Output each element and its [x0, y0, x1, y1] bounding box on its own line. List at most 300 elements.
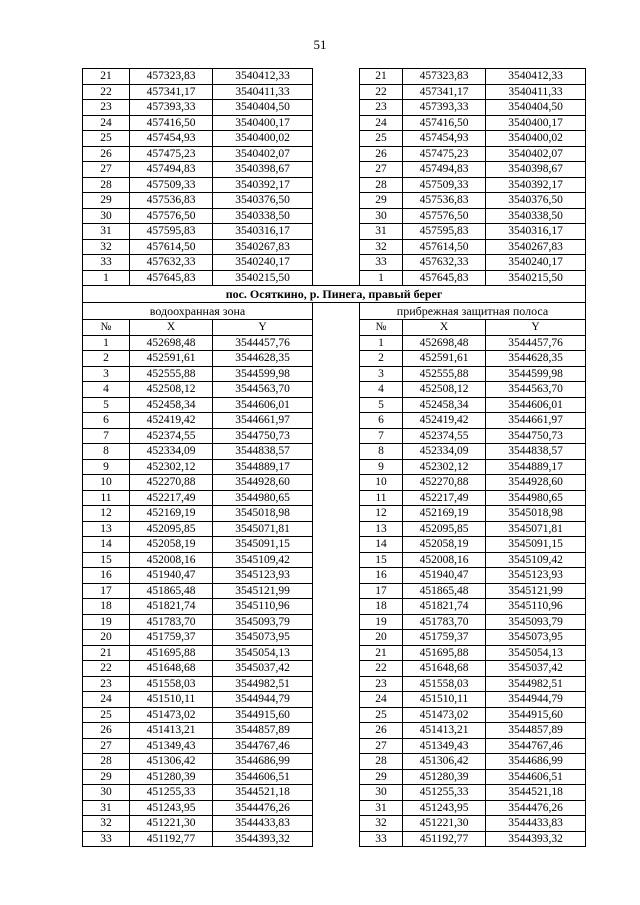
coord-x: 451413,21 [130, 723, 213, 739]
coord-y: 3545018,98 [486, 506, 586, 522]
table-row [83, 84, 586, 100]
coord-x: 452058,19 [130, 537, 213, 553]
coord-x: 457509,33 [130, 177, 213, 193]
coord-x: 451243,95 [130, 800, 213, 816]
coord-x: 451865,48 [130, 583, 213, 599]
page-number: 51 [313, 37, 327, 52]
table-row [83, 831, 586, 847]
point-number: 17 [83, 583, 130, 599]
table-row [83, 661, 586, 677]
coord-x: 452095,85 [130, 521, 213, 537]
coord-y: 3540400,17 [213, 115, 313, 131]
coord-x: 451221,30 [130, 816, 213, 832]
point-number: 28 [360, 177, 403, 193]
coord-y: 3540412,33 [213, 69, 313, 85]
column-header-y: Y [486, 320, 586, 336]
coord-x: 451306,42 [130, 754, 213, 770]
coord-x: 451865,48 [403, 583, 486, 599]
table-row [83, 738, 586, 754]
point-number: 30 [83, 785, 130, 801]
table-row [83, 552, 586, 568]
point-number: 21 [83, 69, 130, 85]
column-header-number: № [83, 320, 130, 336]
column-gap [313, 599, 360, 615]
table-row [83, 69, 586, 85]
point-number: 31 [360, 224, 403, 240]
point-number: 13 [83, 521, 130, 537]
coord-x: 457614,50 [403, 239, 486, 255]
coord-y: 3544476,26 [213, 800, 313, 816]
coord-y: 3544838,57 [213, 444, 313, 460]
column-gap [313, 676, 360, 692]
column-gap [313, 428, 360, 444]
coord-x: 457632,33 [130, 255, 213, 271]
point-number: 24 [360, 692, 403, 708]
coord-y: 3540402,07 [213, 146, 313, 162]
table-row [83, 475, 586, 491]
coord-y: 3544750,73 [213, 428, 313, 444]
coord-y: 3544476,26 [486, 800, 586, 816]
point-number: 9 [360, 459, 403, 475]
coord-x: 452334,09 [403, 444, 486, 460]
coord-y: 3544889,17 [486, 459, 586, 475]
column-gap [313, 475, 360, 491]
point-number: 23 [360, 676, 403, 692]
point-number: 13 [360, 521, 403, 537]
table-row [83, 146, 586, 162]
table-row [83, 270, 586, 286]
point-number: 25 [360, 707, 403, 723]
point-number: 8 [83, 444, 130, 460]
column-gap [313, 552, 360, 568]
column-gap [313, 521, 360, 537]
table-row [83, 506, 586, 522]
section-title: пос. Осяткино, р. Пинега, правый берег [83, 286, 586, 303]
coord-y: 3540316,17 [213, 224, 313, 240]
coord-x: 457595,83 [403, 224, 486, 240]
coord-x: 452698,48 [130, 335, 213, 351]
column-gap [313, 707, 360, 723]
column-gap [313, 769, 360, 785]
point-number: 28 [83, 754, 130, 770]
coord-y: 3544750,73 [486, 428, 586, 444]
coord-x: 457341,17 [403, 84, 486, 100]
table-row [83, 366, 586, 382]
coord-x: 457454,93 [403, 131, 486, 147]
coord-x: 452698,48 [403, 335, 486, 351]
coord-x: 457393,33 [403, 100, 486, 116]
coord-y: 3544606,01 [213, 397, 313, 413]
coord-y: 3540338,50 [213, 208, 313, 224]
table-row [83, 208, 586, 224]
point-number: 25 [83, 707, 130, 723]
column-gap [313, 568, 360, 584]
coord-y: 3545091,15 [213, 537, 313, 553]
coord-y: 3544606,51 [213, 769, 313, 785]
coord-x: 451243,95 [403, 800, 486, 816]
point-number: 11 [360, 490, 403, 506]
point-number: 2 [83, 351, 130, 367]
coord-y: 3544928,60 [486, 475, 586, 491]
table-row [83, 754, 586, 770]
coord-y: 3544982,51 [486, 676, 586, 692]
coord-y: 3544889,17 [213, 459, 313, 475]
coord-x: 452302,12 [130, 459, 213, 475]
table-row [83, 115, 586, 131]
coord-y: 3540215,50 [213, 270, 313, 286]
point-number: 29 [83, 193, 130, 209]
coord-y: 3544563,70 [486, 382, 586, 398]
coord-y: 3544944,79 [213, 692, 313, 708]
coord-x: 451255,33 [130, 785, 213, 801]
column-gap [313, 366, 360, 382]
coord-x: 452008,16 [403, 552, 486, 568]
point-number: 32 [83, 816, 130, 832]
column-gap [313, 69, 360, 85]
coord-x: 451221,30 [403, 816, 486, 832]
coord-y: 3545123,93 [213, 568, 313, 584]
coord-y: 3544980,65 [486, 490, 586, 506]
coord-x: 451821,74 [403, 599, 486, 615]
coord-y: 3544433,83 [213, 816, 313, 832]
top-rows [83, 69, 586, 286]
column-header-number: № [360, 320, 403, 336]
point-number: 15 [83, 552, 130, 568]
coord-y: 3544686,99 [486, 754, 586, 770]
coord-y: 3544599,98 [486, 366, 586, 382]
coord-x: 451349,43 [403, 738, 486, 754]
point-number: 18 [360, 599, 403, 615]
table-row [83, 800, 586, 816]
coord-y: 3540398,67 [486, 162, 586, 178]
table-row [83, 785, 586, 801]
coord-y: 3540267,83 [486, 239, 586, 255]
point-number: 5 [360, 397, 403, 413]
table-row [83, 397, 586, 413]
coord-y: 3540402,07 [486, 146, 586, 162]
table-row [83, 131, 586, 147]
point-number: 20 [360, 630, 403, 646]
coord-y: 3540316,17 [486, 224, 586, 240]
table-row [83, 428, 586, 444]
coord-x: 457576,50 [403, 208, 486, 224]
point-number: 22 [360, 661, 403, 677]
column-gap [313, 177, 360, 193]
point-number: 32 [83, 239, 130, 255]
column-gap [313, 785, 360, 801]
point-number: 27 [83, 738, 130, 754]
coord-x: 457536,83 [403, 193, 486, 209]
coord-y: 3540404,50 [486, 100, 586, 116]
column-gap [313, 506, 360, 522]
coord-x: 452419,42 [403, 413, 486, 429]
coord-x: 452217,49 [130, 490, 213, 506]
point-number: 28 [83, 177, 130, 193]
point-number: 29 [360, 193, 403, 209]
coord-y: 3545071,81 [486, 521, 586, 537]
column-header-x: X [403, 320, 486, 336]
point-number: 1 [83, 335, 130, 351]
point-number: 1 [360, 270, 403, 286]
coord-y: 3540411,33 [486, 84, 586, 100]
point-number: 2 [360, 351, 403, 367]
column-gap [313, 224, 360, 240]
table-row [83, 490, 586, 506]
table-row [83, 645, 586, 661]
coord-y: 3545093,79 [213, 614, 313, 630]
table-row [83, 162, 586, 178]
coord-x: 457323,83 [130, 69, 213, 85]
coord-y: 3545109,42 [486, 552, 586, 568]
coord-y: 3544661,97 [486, 413, 586, 429]
coord-y: 3545091,15 [486, 537, 586, 553]
column-gap [313, 692, 360, 708]
table-row [83, 537, 586, 553]
table-row [83, 676, 586, 692]
coord-x: 451510,11 [403, 692, 486, 708]
coord-y: 3545037,42 [213, 661, 313, 677]
table-row [83, 193, 586, 209]
point-number: 24 [83, 115, 130, 131]
coord-y: 3540412,33 [486, 69, 586, 85]
bottom-rows [83, 335, 586, 847]
column-gap [313, 800, 360, 816]
coord-y: 3540267,83 [213, 239, 313, 255]
column-gap [313, 831, 360, 847]
coord-y: 3540392,17 [486, 177, 586, 193]
table-row [83, 707, 586, 723]
point-number: 4 [360, 382, 403, 398]
coord-x: 452169,19 [403, 506, 486, 522]
coord-y: 3540400,17 [486, 115, 586, 131]
point-number: 5 [83, 397, 130, 413]
column-gap [313, 100, 360, 116]
coord-x: 457576,50 [130, 208, 213, 224]
point-number: 12 [83, 506, 130, 522]
point-number: 27 [83, 162, 130, 178]
point-number: 3 [83, 366, 130, 382]
coord-y: 3545110,96 [486, 599, 586, 615]
coord-x: 452458,34 [130, 397, 213, 413]
coord-x: 452334,09 [130, 444, 213, 460]
coord-x: 457509,33 [403, 177, 486, 193]
coord-x: 451473,02 [130, 707, 213, 723]
coord-y: 3545018,98 [213, 506, 313, 522]
coord-y: 3544393,32 [213, 831, 313, 847]
coord-x: 457323,83 [403, 69, 486, 85]
point-number: 21 [360, 69, 403, 85]
coord-x: 451695,88 [130, 645, 213, 661]
coord-x: 452217,49 [403, 490, 486, 506]
coord-y: 3544982,51 [213, 676, 313, 692]
point-number: 31 [360, 800, 403, 816]
column-gap [313, 270, 360, 286]
table-row [83, 614, 586, 630]
point-number: 11 [83, 490, 130, 506]
column-gap [313, 146, 360, 162]
coord-y: 3545073,95 [486, 630, 586, 646]
coord-x: 451473,02 [403, 707, 486, 723]
table-row [83, 521, 586, 537]
coord-y: 3544944,79 [486, 692, 586, 708]
coord-y: 3540376,50 [213, 193, 313, 209]
coord-x: 451413,21 [403, 723, 486, 739]
point-number: 14 [360, 537, 403, 553]
coord-x: 451759,37 [130, 630, 213, 646]
coord-x: 451280,39 [403, 769, 486, 785]
point-number: 26 [83, 146, 130, 162]
coord-y: 3540376,50 [486, 193, 586, 209]
coord-y: 3540404,50 [213, 100, 313, 116]
table-row [83, 769, 586, 785]
column-gap [313, 131, 360, 147]
coord-y: 3544628,35 [213, 351, 313, 367]
point-number: 20 [83, 630, 130, 646]
coord-y: 3544686,99 [213, 754, 313, 770]
coord-x: 457494,83 [130, 162, 213, 178]
coord-x: 451192,77 [403, 831, 486, 847]
column-gap [313, 490, 360, 506]
coord-y: 3544433,83 [486, 816, 586, 832]
column-gap [313, 630, 360, 646]
table-row [83, 692, 586, 708]
coord-y: 3540400,02 [213, 131, 313, 147]
coord-x: 451648,68 [130, 661, 213, 677]
point-number: 33 [83, 831, 130, 847]
point-number: 15 [360, 552, 403, 568]
coordinates-table [82, 68, 586, 847]
coord-x: 451349,43 [130, 738, 213, 754]
coord-y: 3544915,60 [213, 707, 313, 723]
column-gap [313, 208, 360, 224]
coord-x: 452169,19 [130, 506, 213, 522]
column-gap [313, 754, 360, 770]
point-number: 22 [83, 661, 130, 677]
coord-y: 3545110,96 [213, 599, 313, 615]
column-gap [313, 614, 360, 630]
coord-x: 452591,61 [403, 351, 486, 367]
point-number: 21 [83, 645, 130, 661]
point-number: 7 [83, 428, 130, 444]
column-gap [313, 382, 360, 398]
column-gap [313, 723, 360, 739]
point-number: 28 [360, 754, 403, 770]
coord-x: 457454,93 [130, 131, 213, 147]
coord-y: 3544915,60 [486, 707, 586, 723]
point-number: 18 [83, 599, 130, 615]
coord-x: 457645,83 [130, 270, 213, 286]
column-header-y: Y [213, 320, 313, 336]
coord-x: 451940,47 [403, 568, 486, 584]
column-gap [313, 162, 360, 178]
point-number: 4 [83, 382, 130, 398]
column-gap [313, 335, 360, 351]
point-number: 24 [83, 692, 130, 708]
point-number: 26 [83, 723, 130, 739]
coord-y: 3544563,70 [213, 382, 313, 398]
column-gap [313, 351, 360, 367]
table-row [83, 382, 586, 398]
point-number: 31 [83, 224, 130, 240]
coord-x: 451759,37 [403, 630, 486, 646]
column-gap [313, 661, 360, 677]
coord-y: 3545121,99 [486, 583, 586, 599]
point-number: 3 [360, 366, 403, 382]
coord-y: 3540240,17 [213, 255, 313, 271]
coord-y: 3544928,60 [213, 475, 313, 491]
column-gap [313, 537, 360, 553]
coord-y: 3540240,17 [486, 255, 586, 271]
coord-y: 3544661,97 [213, 413, 313, 429]
coord-x: 451695,88 [403, 645, 486, 661]
table-row [83, 255, 586, 271]
coord-y: 3545054,13 [486, 645, 586, 661]
point-number: 23 [83, 100, 130, 116]
table-row [83, 224, 586, 240]
coord-x: 457536,83 [130, 193, 213, 209]
coord-x: 452374,55 [403, 428, 486, 444]
column-gap [313, 444, 360, 460]
coord-y: 3544521,18 [213, 785, 313, 801]
coord-x: 452270,88 [403, 475, 486, 491]
column-gap [313, 303, 360, 320]
coord-x: 451280,39 [130, 769, 213, 785]
point-number: 29 [83, 769, 130, 785]
point-number: 26 [360, 146, 403, 162]
column-gap [313, 645, 360, 661]
point-number: 12 [360, 506, 403, 522]
point-number: 32 [360, 816, 403, 832]
coord-x: 457341,17 [130, 84, 213, 100]
point-number: 26 [360, 723, 403, 739]
column-gap [313, 413, 360, 429]
point-number: 17 [360, 583, 403, 599]
point-number: 8 [360, 444, 403, 460]
column-gap [313, 738, 360, 754]
table-row [83, 816, 586, 832]
table-row [83, 100, 586, 116]
coord-x: 452058,19 [403, 537, 486, 553]
coord-x: 452591,61 [130, 351, 213, 367]
coord-y: 3540338,50 [486, 208, 586, 224]
point-number: 16 [360, 568, 403, 584]
coord-x: 457475,23 [403, 146, 486, 162]
point-number: 9 [83, 459, 130, 475]
point-number: 33 [360, 831, 403, 847]
point-number: 10 [83, 475, 130, 491]
point-number: 19 [83, 614, 130, 630]
point-number: 22 [360, 84, 403, 100]
point-number: 33 [360, 255, 403, 271]
column-gap [313, 239, 360, 255]
column-gap [313, 193, 360, 209]
column-gap [313, 816, 360, 832]
coord-y: 3540215,50 [486, 270, 586, 286]
coord-y: 3544457,76 [486, 335, 586, 351]
coord-x: 457632,33 [403, 255, 486, 271]
coord-x: 457475,23 [130, 146, 213, 162]
coord-y: 3544857,89 [213, 723, 313, 739]
coord-x: 451192,77 [130, 831, 213, 847]
point-number: 7 [360, 428, 403, 444]
point-number: 25 [360, 131, 403, 147]
coord-x: 452458,34 [403, 397, 486, 413]
coord-x: 457614,50 [130, 239, 213, 255]
column-gap [313, 84, 360, 100]
coord-x: 452095,85 [403, 521, 486, 537]
coord-y: 3544521,18 [486, 785, 586, 801]
coord-y: 3545073,95 [213, 630, 313, 646]
